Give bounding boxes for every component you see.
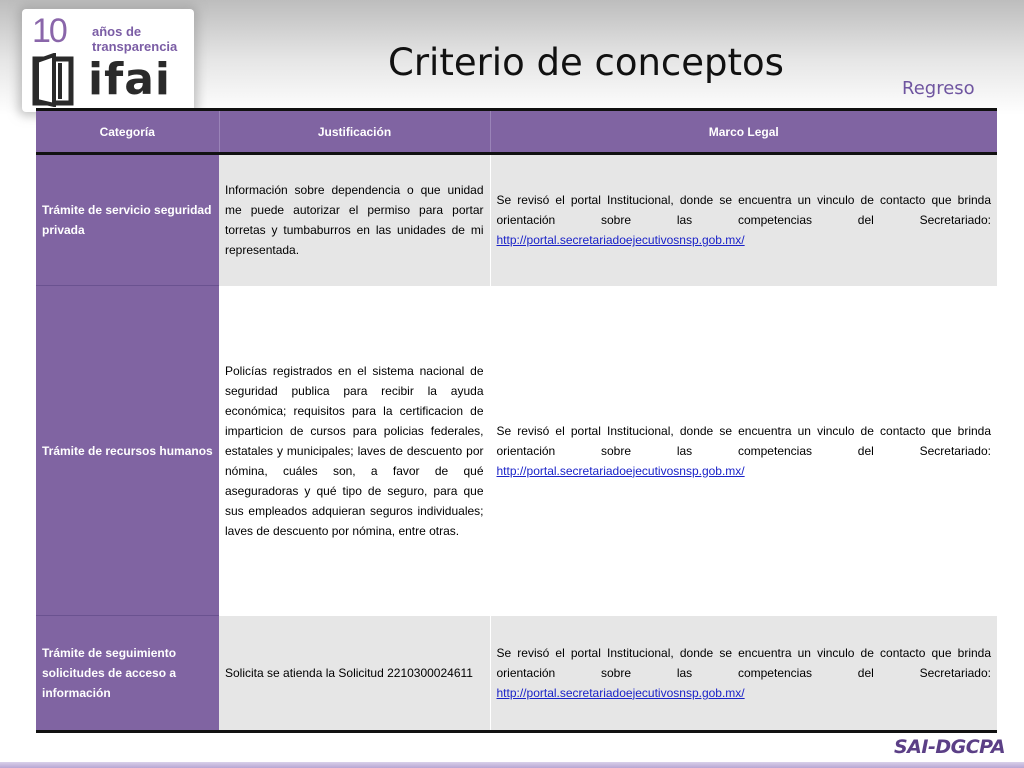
open-door-icon <box>32 53 80 107</box>
table-header-row <box>36 110 997 154</box>
logo-wordmark: ifai <box>88 54 171 105</box>
justification-cell: Policías registrados en el sistema nacional de seguridad publica para recibir la ayuda económica; requisitos para la certificacion de imparticion de cursos para policias federales, estatales y municipales; laves de descuento por nómina, cuáles son, a favor de qué aseguradoras y qué tipo de seguro, para que sus empleados adquieran seguros individuales; laves de descuento por nómina, entre otras. <box>219 286 490 616</box>
legal-cell <box>490 286 997 616</box>
category-cell: Trámite de seguimiento solicitudes de acceso a información <box>36 616 219 732</box>
legal-text: Se revisó el portal Institucional, donde se encuentra un vinculo de contacto que brinda orientación sobre las competencias del Secretariado: <box>496 423 991 458</box>
ifai-logo <box>22 9 194 112</box>
legal-cell <box>490 616 997 732</box>
logo-number: 10 <box>32 12 66 50</box>
column-header-marco-legal: Marco Legal <box>490 110 997 154</box>
column-header-justificacion: Justificación <box>219 110 490 154</box>
footer-band <box>0 762 1024 768</box>
category-cell: Trámite de servicio seguridad privada <box>36 154 219 286</box>
portal-link[interactable]: http://portal.secretariadoejecutivosnsp.gob.mx/ <box>496 685 745 700</box>
criteria-table <box>36 108 997 733</box>
justification-cell: Información sobre dependencia o que unidad me puede autorizar el permiso para portar torretas y tumbaburros en las unidades de mi representada. <box>219 154 490 286</box>
footer-brand: SAI-DGCPA <box>894 736 1006 758</box>
back-link[interactable]: Regreso <box>902 78 975 99</box>
table-row <box>36 616 997 732</box>
category-cell: Trámite de recursos humanos <box>36 286 219 616</box>
logo-tagline: años de transparencia <box>92 24 178 54</box>
portal-link[interactable]: http://portal.secretariadoejecutivosnsp.gob.mx/ <box>496 233 745 248</box>
legal-text: Se revisó el portal Institucional, donde se encuentra un vinculo de contacto que brinda orientación sobre las competencias del Secretariado: <box>496 193 991 228</box>
page-title: Criterio de conceptos <box>388 41 784 84</box>
column-header-categoria: Categoría <box>36 110 219 154</box>
table-row <box>36 154 997 286</box>
legal-cell <box>490 154 997 286</box>
table-row <box>36 286 997 616</box>
portal-link[interactable]: http://portal.secretariadoejecutivosnsp.gob.mx/ <box>496 463 745 478</box>
legal-text: Se revisó el portal Institucional, donde se encuentra un vinculo de contacto que brinda orientación sobre las competencias del Secretariado: <box>496 645 991 680</box>
justification-cell: Solicita se atienda la Solicitud 2210300024611 <box>219 616 490 732</box>
